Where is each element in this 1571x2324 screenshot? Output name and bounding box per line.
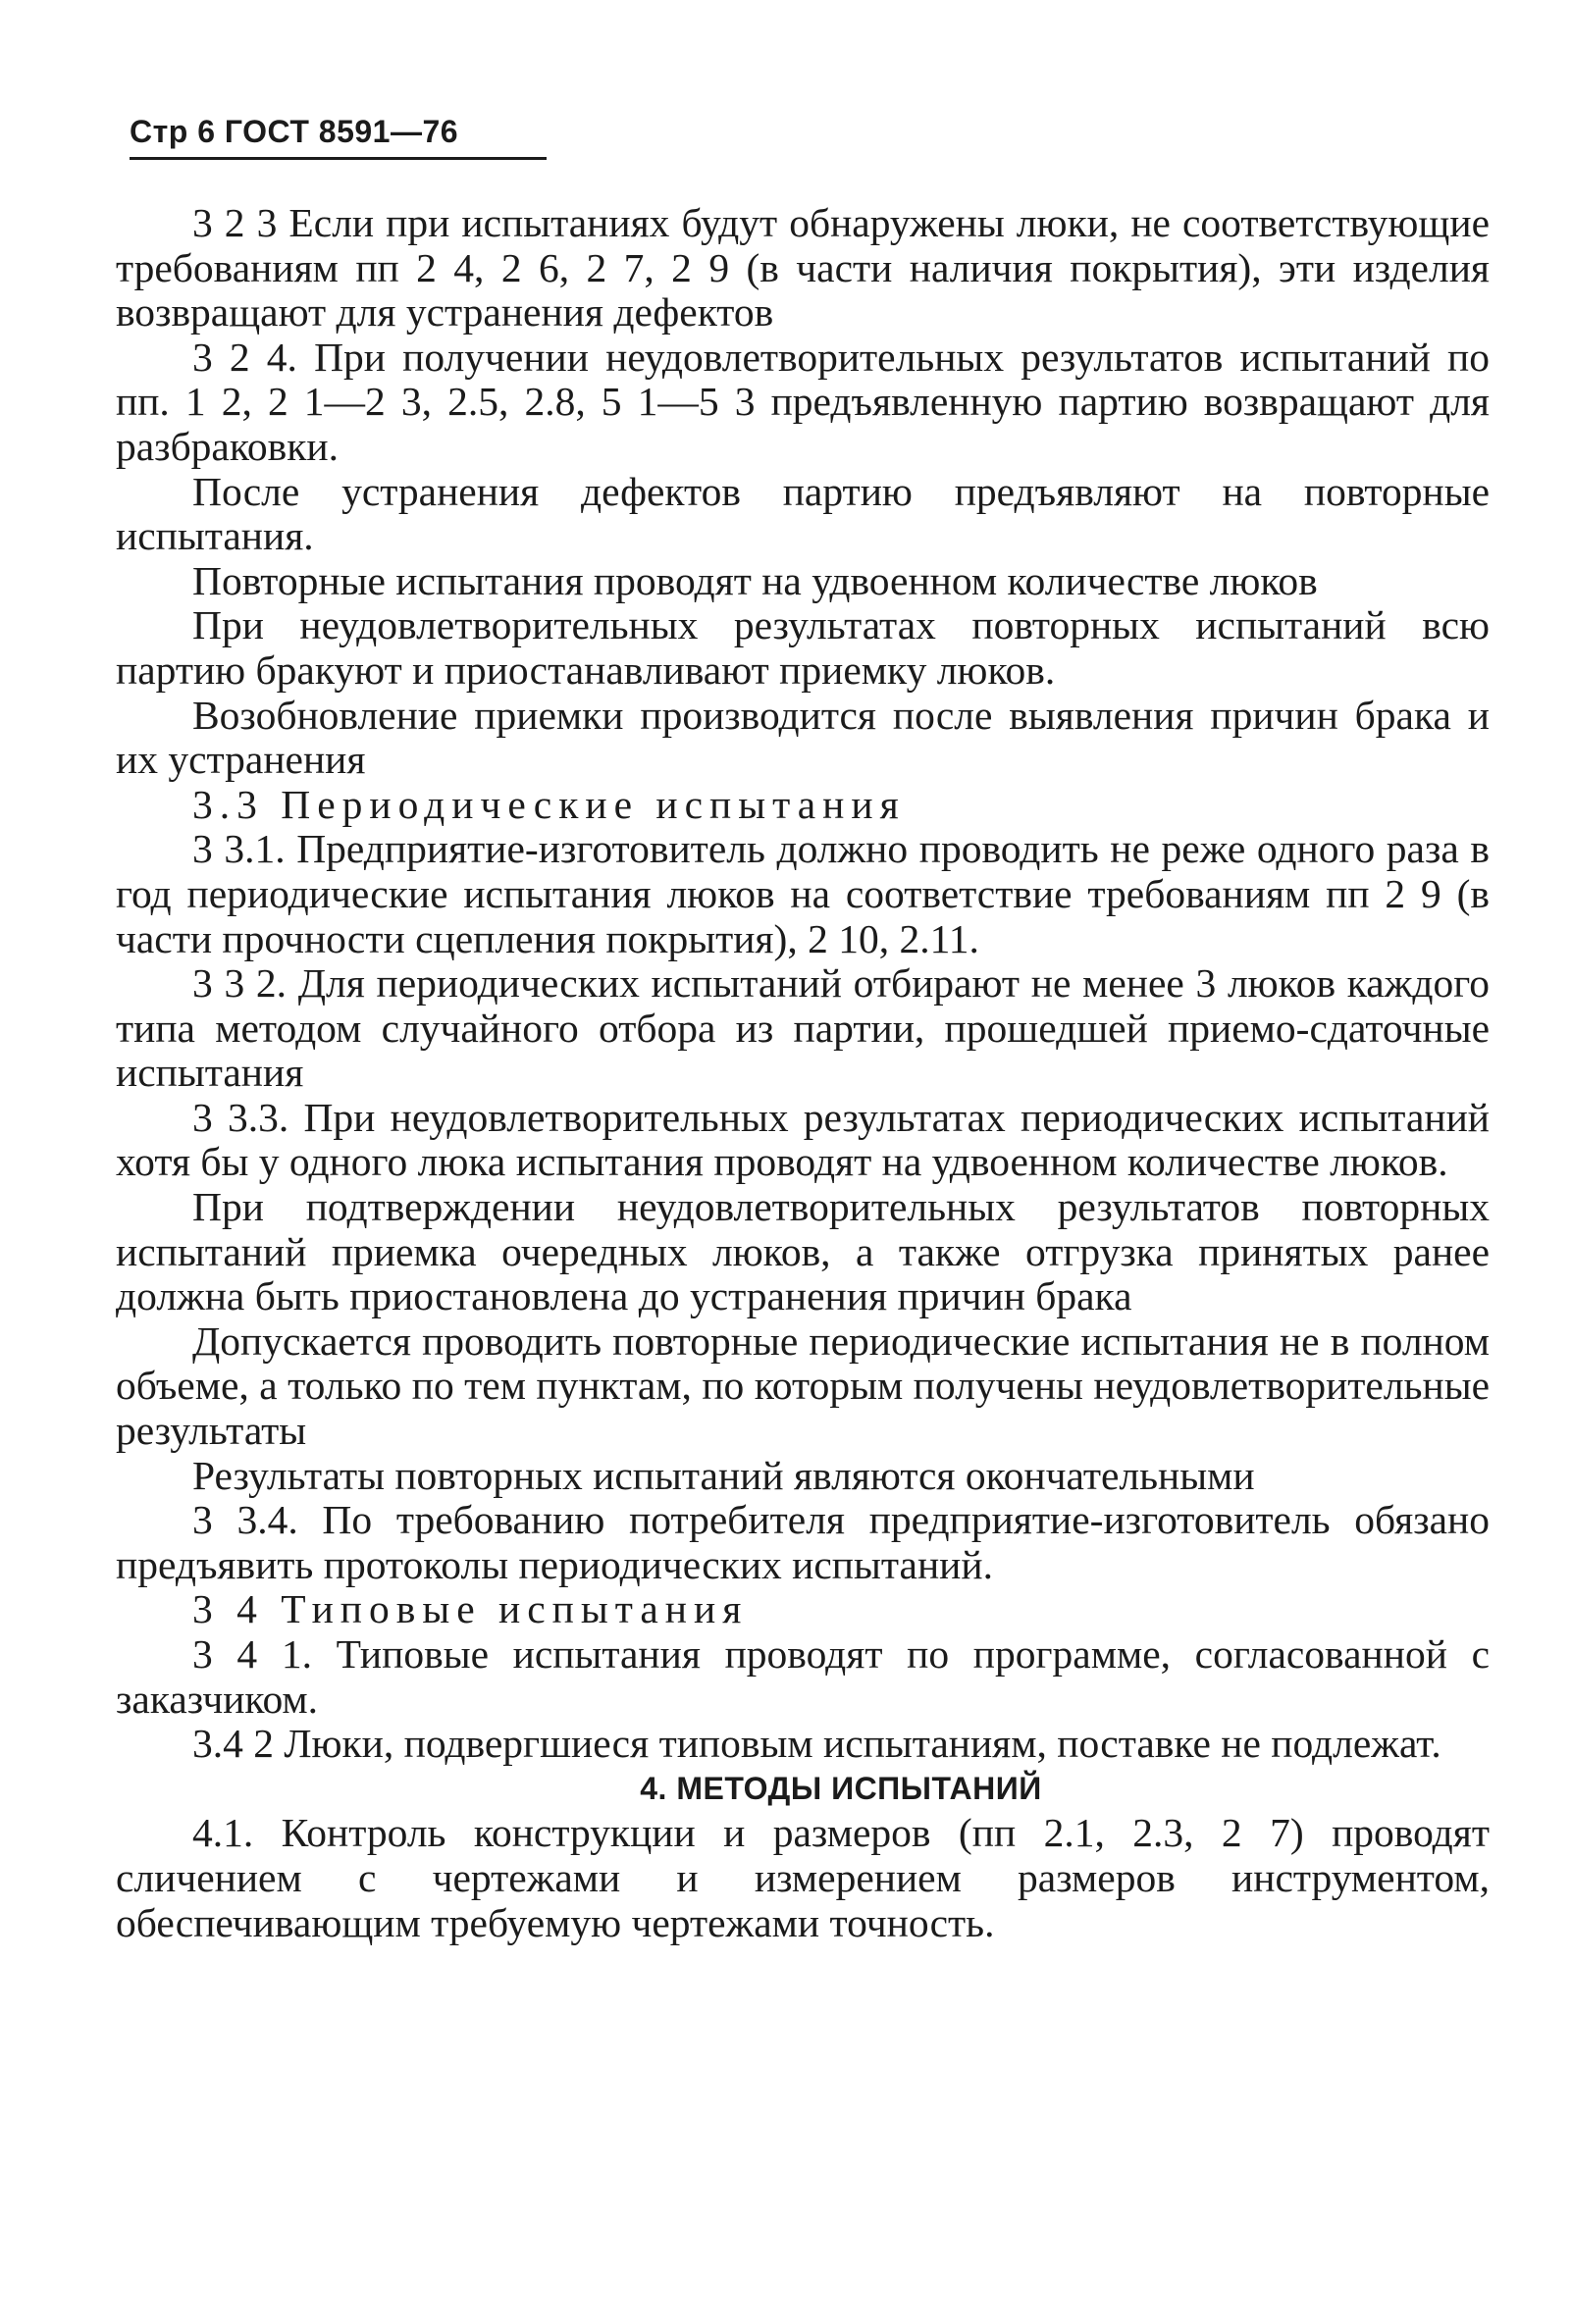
paragraph-3-3-1: 3 3.1. Предприятие-изготовитель должно проводить не реже одного раза в год периодические испытания люков на соответствие требованиям пп 2 9 (в части прочности сцепления покрытия), 2 10, 2.11. xyxy=(116,826,1490,961)
paragraph: После устранения дефектов партию предъявляют на повторные испытания. xyxy=(116,468,1490,559)
paragraph-3-4-2: 3.4 2 Люки, подвергшиеся типовым испытаниям, поставке не подлежат. xyxy=(192,1721,1441,1767)
paragraph: Возобновление приемки производится после выявления причин брака и их устранения xyxy=(116,692,1490,783)
page-header: Стр 6 ГОСТ 8591—76 xyxy=(130,114,459,149)
paragraph-4-1: 4.1. Контроль конструкции и размеров (пп 2.1, 2.3, 2 7) проводят сличением с чертежами и измерением размеров инструментом, обеспечивающим требуемую чертежами точность. xyxy=(116,1810,1490,1945)
paragraph-3-3-2: 3 3 2. Для периодических испытаний отбирают не менее 3 люков каждого типа методом случайного отбора из партии, прошедшей приемо-сдаточные испытания xyxy=(116,960,1490,1096)
document-body xyxy=(116,201,1490,1945)
paragraph: При неудовлетворительных результатах повторных испытаний всю партию бракуют и приостанавливают приемку люков. xyxy=(116,602,1490,693)
header-divider xyxy=(130,157,547,160)
paragraph-3-3-4: 3 3.4. По требованию потребителя предприятие-изготовитель обязано предъявить протоколы периодических испытаний. xyxy=(116,1497,1490,1587)
paragraph: При подтверждении неудовлетворительных результатов повторных испытаний приемка очередных люков, а также отгрузка принятых ранее должна быть приостановлена до устранения причин брака xyxy=(116,1184,1490,1319)
subsection-heading-3-3: 3.3 Периодические испытания xyxy=(192,781,906,827)
paragraph-3-2-3: 3 2 3 Если при испытаниях будут обнаружены люки, не соответствующие требованиям пп 2 4, 2 6, 2 7, 2 9 (в части наличия покрытия), эти изделия возвращают для устранения дефектов xyxy=(116,200,1490,336)
section-heading: 4. МЕТОДЫ ИСПЫТАНИЙ xyxy=(640,1770,1042,1806)
subsection-heading-3-4: 3 4 Типовые испытания xyxy=(192,1586,749,1632)
paragraph: Повторные испытания проводят на удвоенном количестве люков xyxy=(192,557,1318,603)
paragraph: Допускается проводить повторные периодические испытания не в полном объеме, а только по тем пунктам, по которым получены неудовлетворительные результаты xyxy=(116,1317,1490,1454)
paragraph-3-2-4: 3 2 4. При получении неудовлетворительных результатов испытаний по пп. 1 2, 2 1—2 3, 2.5, 2.8, 5 1—5 3 предъявленную партию возвращают для разбраковки. xyxy=(116,334,1490,469)
paragraph: Результаты повторных испытаний являются окончательными xyxy=(192,1452,1255,1498)
paragraph-3-4-1: 3 4 1. Типовые испытания проводят по программе, согласованной с заказчиком. xyxy=(116,1631,1490,1722)
document-page xyxy=(116,108,1490,1945)
paragraph-3-3-3: 3 3.3. При неудовлетворительных результатах периодических испытаний хотя бы у одного люка испытания проводят на удвоенном количестве люков. xyxy=(116,1094,1490,1185)
